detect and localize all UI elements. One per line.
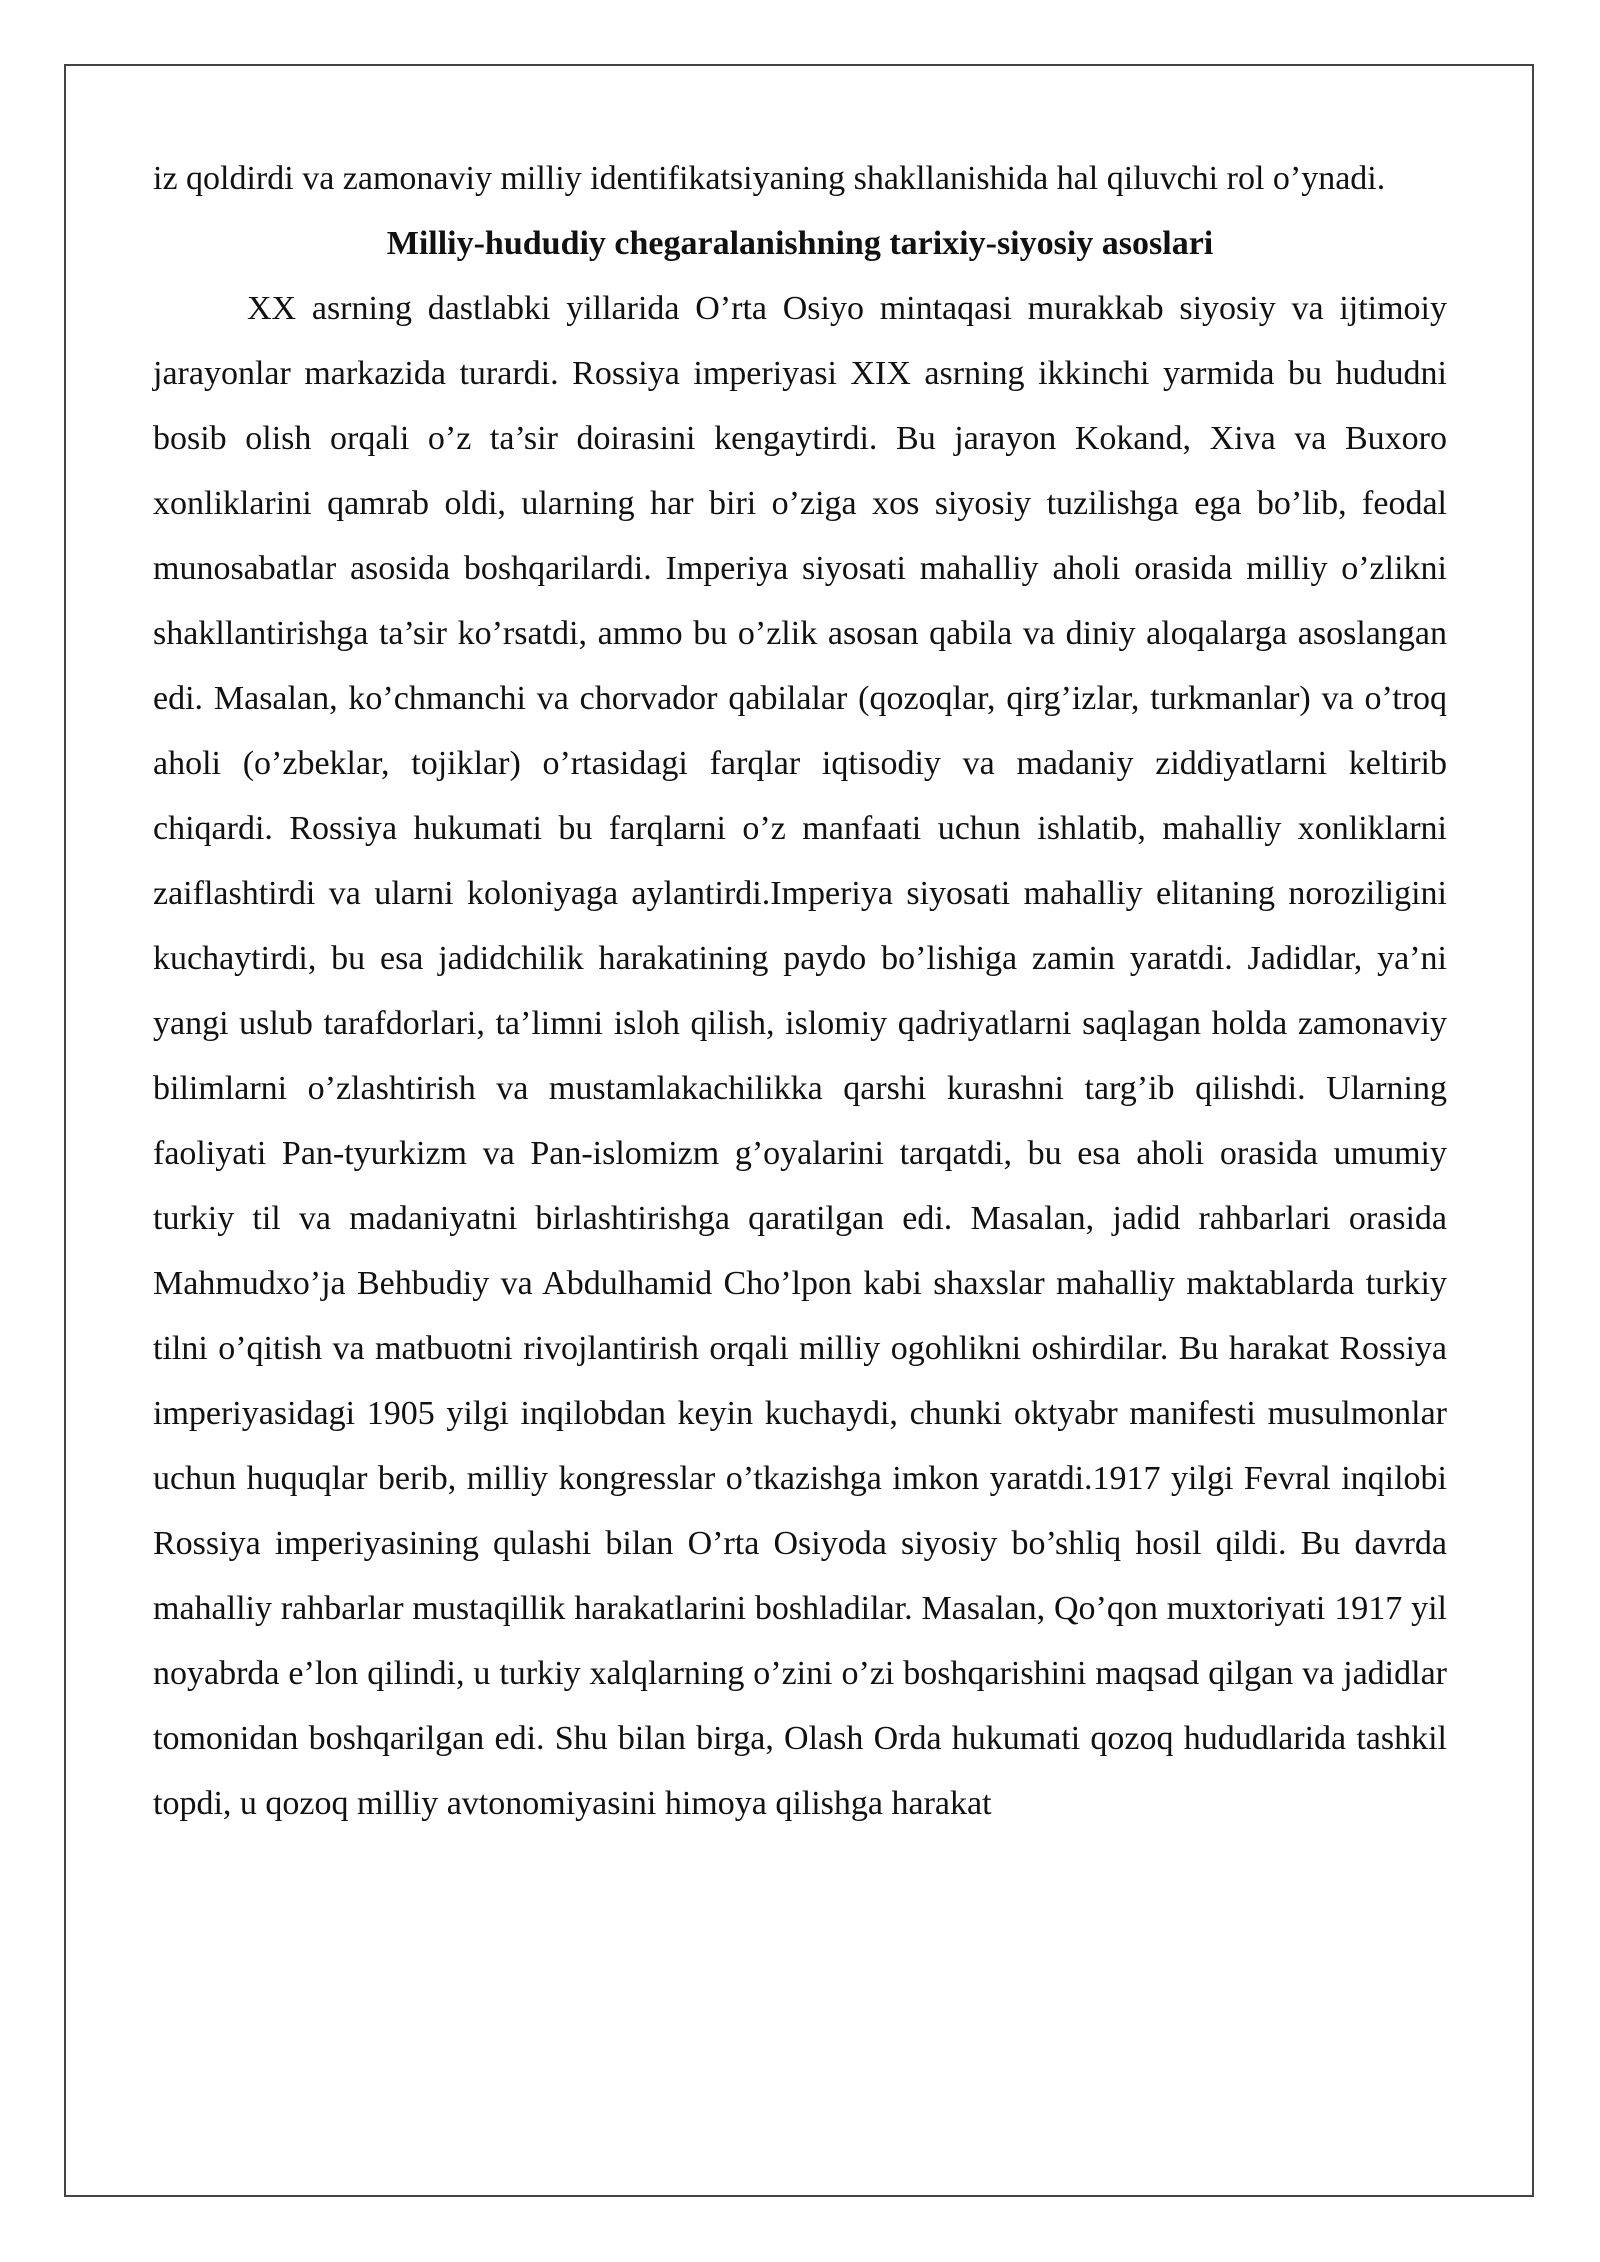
document-body — [153, 146, 1447, 1836]
continued-paragraph: iz qoldirdi va zamonaviy milliy identifikatsiyaning shakllanishida hal qiluvchi rol o’ynadi. — [153, 160, 1386, 197]
body-paragraph: XX asrning dastlabki yillarida O’rta Osiyo mintaqasi murakkab siyosiy va ijtimoiy jarayonlar markazida turardi. Rossiya imperiyasi XIX asrning ikkinchi yarmida bu hududni bosib olish orqali o’z ta’sir doirasini kengaytirdi. Bu jarayon Kokand, Xiva va Buxoro xonliklarini qamrab oldi, ularning har biri o’ziga xos siyosiy tuzilishga ega bo’lib, feodal munosabatlar asosida boshqarilardi. Imperiya siyosati mahalliy aholi orasida milliy o’zlikni shakllantirishga ta’sir ko’rsatdi, ammo bu o’zlik asosan qabila va diniy aloqalarga asoslangan edi. Masalan, ko’chmanchi va chorvador qabilalar (qozoqlar, qirg’izlar, turkmanlar) va o’troq aholi (o’zbeklar, tojiklar) o’rtasidagi farqlar iqtisodiy va madaniy ziddiyatlarni keltirib chiqardi. Rossiya hukumati bu farqlarni o’z manfaati uchun ishlatib, mahalliy xonliklarni zaiflashtirdi va ularni koloniyaga aylantirdi.Imperiya siyosati mahalliy elitaning noroziligini kuchaytirdi, bu esa jadidchilik harakatining paydo bo’lishiga zamin yaratdi. Jadidlar, ya’ni yangi uslub tarafdorlari, ta’limni isloh qilish, islomiy qadriyatlarni saqlagan holda zamonaviy bilimlarni o’zlashtirish va mustamlakachilikka qarshi kurashni targ’ib qilishdi. Ularning faoliyati Pan-tyurkizm va Pan-islomizm g’oyalarini tarqatdi, bu esa aholi orasida umumiy turkiy til va madaniyatni birlashtirishga qaratilgan edi. Masalan, jadid rahbarlari orasida Mahmudxo’ja Behbudiy va Abdulhamid Cho’lpon kabi shaxslar mahalliy maktablarda turkiy tilni o’qitish va matbuotni rivojlantirish orqali milliy ogohlikni oshirdilar. Bu harakat Rossiya imperiyasidagi 1905 yilgi inqilobdan keyin kuchaydi, chunki oktyabr manifesti musulmonlar uchun huquqlar berib, milliy kongresslar o’tkazishga imkon yaratdi.1917 yilgi Fevral inqilobi Rossiya imperiyasining qulashi bilan O’rta Osiyoda siyosiy bo’shliq hosil qildi. Bu davrda mahalliy rahbarlar mustaqillik harakatlarini boshladilar. Masalan, Qo’qon muxtoriyati 1917 yil noyabrda e’lon qilindi, u turkiy xalqlarning o’zini o’zi boshqarishini maqsad qilgan va jadidlar tomonidan boshqarilgan edi. Shu bilan birga, Olash Orda hukumati qozoq hududlarida tashkil topdi, u qozoq milliy avtonomiyasini himoya qilishga harakat — [153, 290, 1447, 1822]
section-heading: Milliy-hududiy chegaralanishning tarixiy-siyosiy asoslari — [386, 225, 1214, 262]
